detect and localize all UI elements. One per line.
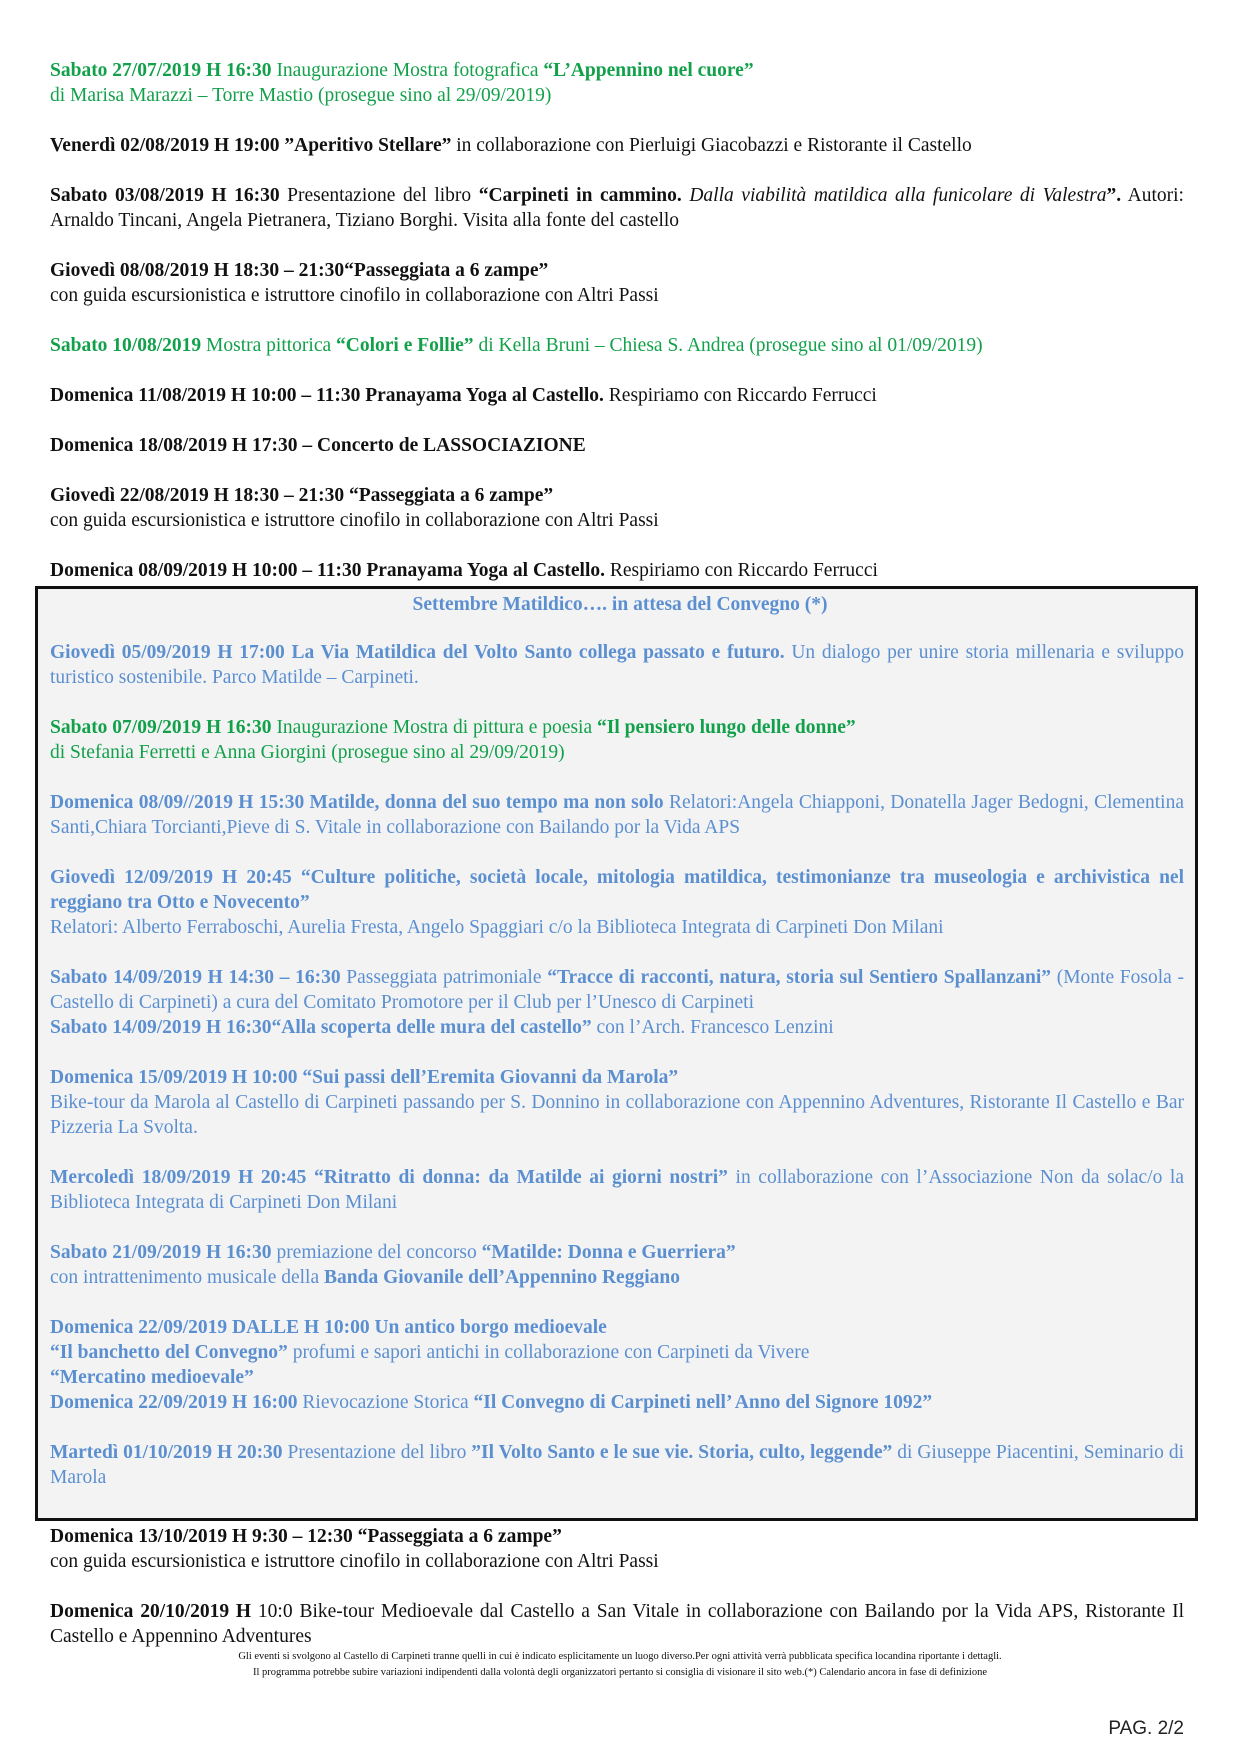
event-desc: in collaborazione con Pierluigi Giacobazzi e Ristorante il Castello	[451, 135, 972, 156]
event-date: Martedì 01/10/2019 H 20:30	[50, 1442, 283, 1463]
event-item	[50, 1524, 1184, 1574]
event-date: Sabato 21/09/2019 H 16:30	[50, 1242, 272, 1263]
box-title: Settembre Matildico…. in attesa del Convegno (*)	[412, 594, 828, 615]
box-event-item	[50, 1440, 1184, 1490]
event-detail: con guida escursionistica e istruttore cinofilo in collaborazione con Altri Passi	[50, 510, 659, 531]
event-detail: in collaborazione con l’Associazione Non da solac/o la Biblioteca Integrata di Carpineti Don Milani	[50, 1167, 1184, 1213]
event-item	[50, 483, 1184, 533]
box-event-item	[50, 965, 1184, 1040]
event-detail: con guida escursionistica e istruttore cinofilo in collaborazione con Altri Passi	[50, 285, 659, 306]
event-item	[50, 183, 1184, 233]
event-title: “Tracce di racconti, natura, storia sul Sentiero Spallanzani”	[547, 967, 1052, 988]
event-title: Giovedì 12/09/2019 H 20:45 “Culture politiche, società locale, mitologia matildica, testimonianze tra museologia e archivistica nel reggiano tra Otto e Novecento”	[50, 867, 1184, 913]
event-desc: Rievocazione Storica	[297, 1392, 474, 1413]
event-detail: con l’Arch. Francesco Lenzini	[591, 1017, 834, 1038]
event-date: Giovedì 05/09/2019 H 17:00 La Via Matildica del Volto Santo collega passato e futuro.	[50, 642, 785, 663]
event-date: Sabato 27/07/2019 H 16:30	[50, 60, 272, 81]
event-detail: di Stefania Ferretti e Anna Giorgini (prosegue sino al 29/09/2019)	[50, 742, 565, 763]
event-subtitle: “Mercatino medioevale”	[50, 1367, 254, 1388]
box-event-item	[50, 640, 1184, 690]
event-title: “Colori e Follie”	[336, 335, 474, 356]
box-event-item	[50, 1315, 1184, 1415]
box-event-item	[50, 1240, 1184, 1290]
event-title: Mercoledì 18/09/2019 H 20:45 “Ritratto di donna: da Matilde ai giorni nostri”	[50, 1167, 728, 1188]
event-date: Sabato 10/08/2019	[50, 335, 202, 356]
event-item	[50, 383, 1184, 408]
event-date: Domenica 20/10/2019 H	[50, 1601, 252, 1622]
event-authors: Autori: Arnaldo Tincani, Angela Pietranera, Tiziano Borghi. Visita alla fonte del castello	[50, 185, 1184, 231]
event-detail: di Marisa Marazzi – Torre Mastio (prosegue sino al 29/09/2019)	[50, 85, 552, 106]
event-date: Sabato 03/08/2019 H 16:30	[50, 185, 280, 206]
footnote	[50, 1649, 1190, 1681]
event-title: “Passeggiata a 6 zampe”	[344, 260, 549, 281]
event-desc: Inaugurazione Mostra di pittura e poesia	[271, 717, 597, 738]
box-event-item	[50, 1165, 1184, 1215]
event-subtitle: “Il banchetto del Convegno”	[50, 1342, 288, 1363]
event-desc: Passeggiata patrimoniale	[340, 967, 548, 988]
event-date: Domenica 08/09//2019 H 15:30 Matilde, donna del suo tempo ma non solo	[50, 792, 664, 813]
event-date: Domenica 18/08/2019 H 17:30 – Concerto de LASSOCIAZIONE	[50, 435, 586, 456]
event-item	[50, 258, 1184, 308]
page-number: PAG. 2/2	[1108, 1718, 1184, 1739]
event-title: “L’Appennino nel cuore”	[543, 60, 754, 81]
event-date: Domenica 13/10/2019 H 9:30 – 12:30 “Passeggiata a 6 zampe”	[50, 1526, 562, 1547]
event-desc: Presentazione del libro	[279, 185, 479, 206]
event-date: Domenica 22/09/2019 H 16:00	[50, 1392, 298, 1413]
event-detail: Relatori: Alberto Ferraboschi, Aurelia Fresta, Angelo Spaggiari c/o la Biblioteca Integrata di Carpineti Don Milani	[50, 917, 944, 938]
event-detail: Bike-tour da Marola al Castello di Carpineti passando per S. Donnino in collaborazione con Appennino Adventures, Ristorante Il Castello e Bar Pizzeria La Svolta.	[50, 1092, 1184, 1138]
event-title: Domenica 22/09/2019 DALLE H 10:00 Un antico borgo medioevale	[50, 1317, 607, 1338]
event-detail: profumi e sapori antichi in collaborazione con Carpineti da Vivere	[287, 1342, 810, 1363]
event-detail: Un dialogo per unire storia millenaria e sviluppo turistico sostenibile. Parco Matilde – Carpineti.	[50, 642, 1184, 688]
footnote-line: Il programma potrebbe subire variazioni indipendenti dalla volontà degli organizzatori pertanto si consiglia di visionare il sito web.(*) Calendario ancora in fase di definizione	[253, 1667, 987, 1678]
event-detail: Respiriamo con Riccardo Ferrucci	[603, 385, 877, 406]
event-desc: Mostra pittorica	[201, 335, 336, 356]
event-desc: Inaugurazione Mostra fotografica	[271, 60, 544, 81]
event-date: Giovedì 22/08/2019 H 18:30 – 21:30	[50, 485, 349, 506]
event-title: “Carpineti in cammino.	[478, 185, 682, 206]
event-detail: (Monte Fosola - Castello di Carpineti) a cura del Comitato Promotore per il Club per l’Unesco di Carpineti	[50, 967, 1184, 1013]
event-date: Sabato 07/09/2019 H 16:30	[50, 717, 272, 738]
event-desc: premiazione del concorso	[271, 1242, 482, 1263]
event-item	[50, 333, 1184, 358]
event-date: Domenica 11/08/2019 H 10:00 – 11:30 Pranayama Yoga al Castello.	[50, 385, 604, 406]
event-date: Sabato 14/09/2019 H 14:30 – 16:30	[50, 967, 341, 988]
event-title: “Passeggiata a 6 zampe”	[349, 485, 554, 506]
event-item	[50, 133, 1184, 158]
event-detail: Relatori:Angela Chiapponi, Donatella Jager Bedogni, Clementina Santi,Chiara Torcianti,Pieve di S. Vitale in collaborazione con Bailando por la Vida APS	[50, 792, 1184, 838]
event-subtitle: Dalla viabilità matildica alla funicolare di Valestra	[681, 185, 1107, 206]
event-detail: di Giuseppe Piacentini, Seminario di Marola	[50, 1442, 1184, 1488]
event-desc: Presentazione del libro	[282, 1442, 472, 1463]
event-title: ”Aperitivo Stellare”	[284, 135, 452, 156]
event-item	[50, 1599, 1184, 1649]
event-detail: di Kella Bruni – Chiesa S. Andrea (prosegue sino al 01/09/2019)	[473, 335, 983, 356]
event-date: Venerdì 02/08/2019 H 19:00	[50, 135, 285, 156]
event-detail: con intrattenimento musicale della	[50, 1267, 324, 1288]
event-item	[50, 433, 1184, 458]
footnote-line: Gli eventi si svolgono al Castello di Carpineti tranne quelli in cui è indicato esplicitamente un luogo diverso.Per ogni attività verrà pubblicata specifica locandina riportante i dettagli.	[238, 1651, 1002, 1662]
box-event-item	[50, 790, 1184, 840]
box-event-item	[50, 715, 1184, 765]
event-detail: con guida escursionistica e istruttore cinofilo in collaborazione con Altri Passi	[50, 1551, 659, 1572]
event-date: Sabato 14/09/2019 H 16:30“Alla scoperta delle mura del castello”	[50, 1017, 592, 1038]
event-date: Domenica 08/09/2019 H 10:00 – 11:30 Pranayama Yoga al Castello.	[50, 560, 605, 581]
event-title: “Il Convegno di Carpineti nell’ Anno del Signore 1092”	[473, 1392, 933, 1413]
event-title: “Il pensiero lungo delle donne”	[597, 717, 856, 738]
event-item	[50, 558, 1184, 583]
box-event-item	[50, 865, 1184, 940]
event-title: “Matilde: Donna e Guerriera”	[481, 1242, 736, 1263]
event-detail: Respiriamo con Riccardo Ferrucci	[605, 560, 878, 581]
event-title: Domenica 15/09/2019 H 10:00 “Sui passi dell’Eremita Giovanni da Marola”	[50, 1067, 679, 1088]
event-title-end: ”.	[1106, 185, 1122, 206]
event-detail-bold: Banda Giovanile dell’Appennino Reggiano	[324, 1267, 680, 1288]
event-item	[50, 58, 1184, 108]
box-event-item	[50, 1065, 1184, 1140]
event-date: Giovedì 08/08/2019 H 18:30 – 21:30	[50, 260, 345, 281]
event-title: ”Il Volto Santo e le sue vie. Storia, culto, leggende”	[471, 1442, 893, 1463]
event-detail: 10:0 Bike-tour Medioevale dal Castello a San Vitale in collaborazione con Bailando por la Vida APS, Ristorante Il Castello e Appennino Adventures	[50, 1601, 1184, 1647]
